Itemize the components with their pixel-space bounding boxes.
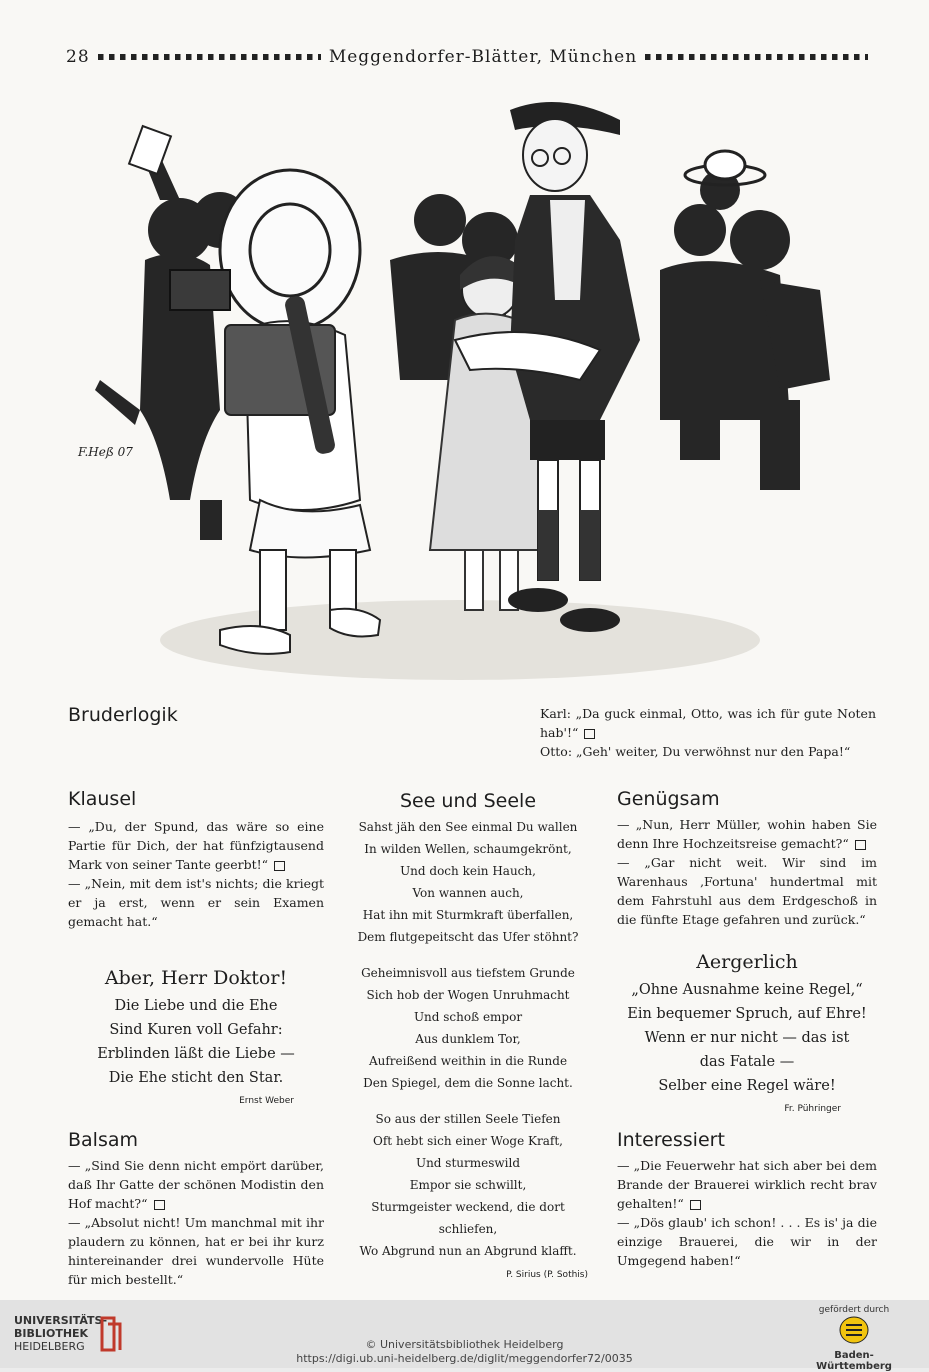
bruderlogik-line-1: Karl: „Da guck einmal, Otto, was ich für gute Noten hab'!“ xyxy=(540,706,876,740)
genuegsam-p2: — „Gar nicht weit. Wir sind im Warenhaus ‚Fortuna' hundertmal mit dem Fahrstuhl aus dem Erdgeschoß in die fünfte Etage gefahren und zurück.“ xyxy=(617,855,877,927)
see-und-seele-title: See und Seele xyxy=(399,790,537,812)
interessiert-p2: — „Dös glaub' ich schon! . . . Es is' ja die einzige Brauerei, die wir in der Umgegend haben!“ xyxy=(617,1215,877,1268)
balsam-title: Balsam xyxy=(68,1129,139,1151)
klausel-title: Klausel xyxy=(68,788,137,810)
artist-signature: F.Heß 07 xyxy=(78,445,133,459)
klausel-p2: — „Nein, mit dem ist's nichts; die kriegt er ja erst, wenn er sein Examen gemacht hat.“ xyxy=(68,876,324,929)
end-mark-icon xyxy=(274,861,285,871)
digital-library-footer xyxy=(0,1300,929,1372)
end-mark-icon xyxy=(855,840,866,850)
genuegsam-p1: — „Nun, Herr Müller, wohin haben Sie denn Ihre Hochzeitsreise gemacht?“ xyxy=(617,817,877,851)
aergerlich-author: Fr. Pühringer xyxy=(784,1104,841,1114)
bruderlogik-line-2: Otto: „Geh' weiter, Du verwöhnst nur den Papa!“ xyxy=(540,744,851,759)
balsam-p2: — „Absolut nicht! Um manchmal mit ihr plaudern zu können, hat er bei ihr kurz hintereinander drei wundervolle Hüte für mich bestellt.“ xyxy=(68,1215,324,1287)
bruderlogik-title: Bruderlogik xyxy=(68,704,178,726)
see-und-seele-stanza-2: Geheimnisvoll aus tiefstem Grunde Sich hob der Wogen Unruhmacht Und schoß empor Aus dunklem Tor, Aufreißend weithin in die Runde Den Spiegel, dem die Sonne lacht. xyxy=(361,966,575,1090)
magazine-title: Meggendorfer-Blätter, München xyxy=(328,47,638,67)
interessiert-title: Interessiert xyxy=(617,1129,725,1151)
end-mark-icon xyxy=(154,1200,165,1210)
end-mark-icon xyxy=(690,1200,701,1210)
aber-herr-doktor-poem: Die Liebe und die Ehe Sind Kuren voll Gefahr: Erblinden läßt die Liebe — Die Ehe sticht den Star. xyxy=(97,998,295,1086)
balsam-p1: — „Sind Sie denn nicht empört darüber, daß Ihr Gatte der schönen Modistin den Hof macht?“ xyxy=(68,1158,324,1211)
aergerlich-title: Aergerlich xyxy=(696,951,798,973)
permalink[interactable]: https://digi.ub.uni-heidelberg.de/diglit/meggendorfer72/0035 xyxy=(296,1352,633,1365)
interessiert-p1: — „Die Feuerwehr hat sich aber bei dem Brande der Brauerei wirklich recht brav gehalten!“ xyxy=(617,1158,877,1211)
column-middle xyxy=(348,790,588,1286)
see-und-seele-stanza-3: So aus der stillen Seele Tiefen Oft hebt sich einer Woge Kraft, Und sturmeswild Empor sie schwillt, Sturmgeister weckend, die dort schliefen, Wo Abgrund nun an Abgrund klafft. xyxy=(359,1112,577,1258)
baden-wuerttemberg-crest-icon xyxy=(839,1315,869,1345)
copyright-notice: © Universitätsbibliothek Heidelberg https://digi.ub.uni-heidelberg.de/diglit/meggendorfer72/0035 xyxy=(0,1338,929,1366)
end-mark-icon xyxy=(584,729,595,739)
genuegsam-title: Genügsam xyxy=(617,788,720,810)
klausel-p1: — „Du, der Spund, das wäre so eine Partie für Dich, der hat fünfzigtausend Mark von seiner Tante geerbt!“ xyxy=(68,819,324,872)
library-logo[interactable]: UNIVERSITÄTS- BIBLIOTHEK HEIDELBERG xyxy=(14,1314,108,1353)
column-left xyxy=(68,790,324,1289)
aber-herr-doktor-title: Aber, Herr Doktor! xyxy=(104,967,288,989)
see-und-seele-stanza-1: Sahst jäh den See einmal Du wallen In wilden Wellen, schaumgekrönt, Und doch kein Hauch, Von wannen auch, Hat ihn mit Sturmkraft überfallen, Dem flutgepeitscht das Ufer stöhnt? xyxy=(357,820,579,944)
funding-notice: gefördert durch Baden-Württemberg xyxy=(816,1305,892,1372)
page-number: 28 xyxy=(66,47,90,67)
page-header xyxy=(66,44,876,70)
illustration-schoolboys xyxy=(60,80,860,690)
see-und-seele-author: P. Sirius (P. Sothis) xyxy=(506,1270,588,1280)
header-ornament-right xyxy=(645,52,868,62)
bruderlogik-text xyxy=(540,704,876,761)
aber-herr-doktor-author: Ernst Weber xyxy=(239,1096,294,1106)
aergerlich-poem: „Ohne Ausnahme keine Regel,“ Ein bequemer Spruch, auf Ehre! Wenn er nur nicht — das ist das Fatale — Selber eine Regel wäre! xyxy=(627,982,867,1094)
header-ornament-left xyxy=(98,52,321,62)
column-right xyxy=(617,790,877,1270)
